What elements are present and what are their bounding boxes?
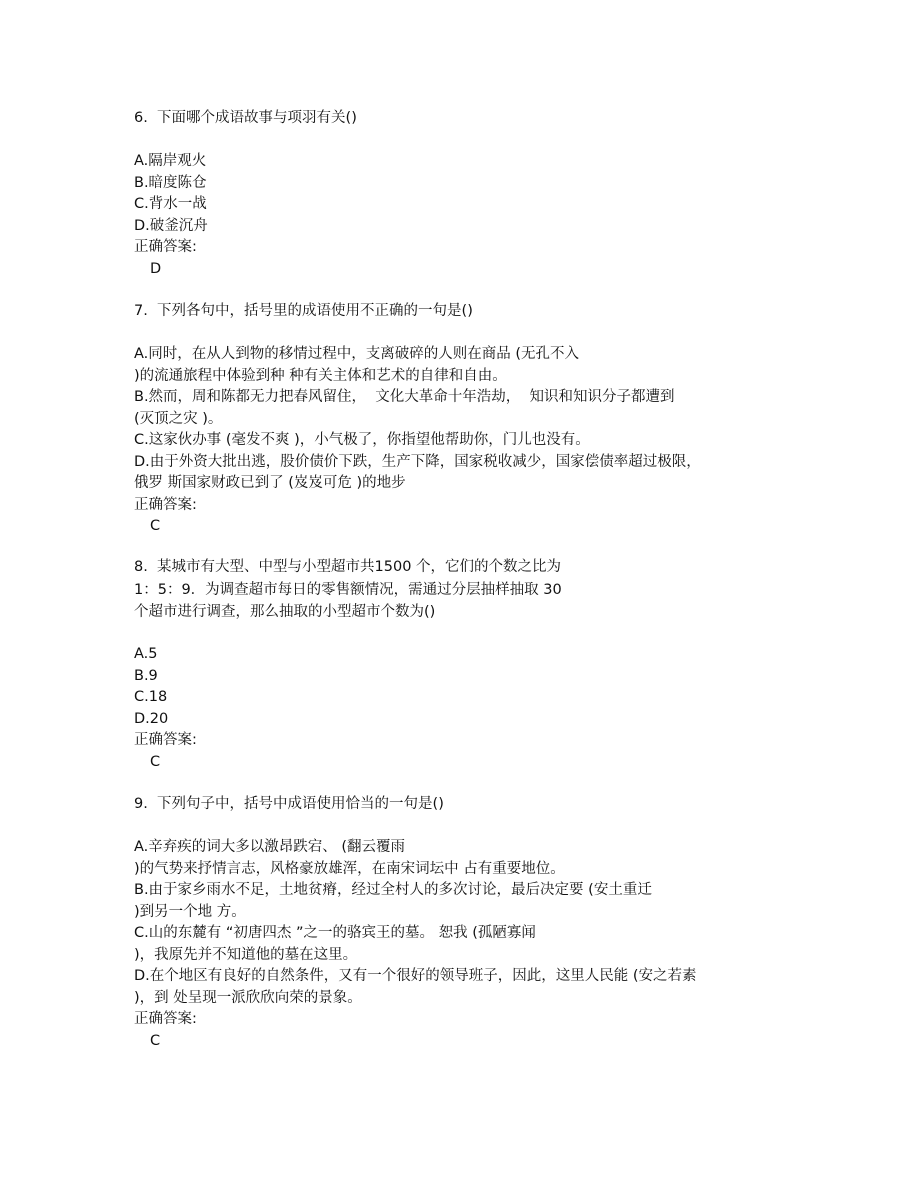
question-8-option-c: C.18 [134,689,168,705]
question-7-answer-label: 正确答案: [134,497,197,513]
question-6-option-d: D.破釜沉舟 [134,218,208,234]
question-8-answer-label: 正确答案: [134,732,197,748]
question-8-answer: C [150,754,161,770]
question-6-option-c: C.背水一战 [134,196,207,212]
question-7-option-line-1: A.同时，在从人到物的移情过程中，支离破碎的人则在商品 (无孔不入 [134,346,580,362]
question-9-option-line-1: A.辛弃疾的词大多以激昂跌宕、 (翻云覆雨 [134,839,406,855]
question-6-option-a: A.隔岸观火 [134,153,207,169]
question-8-option-a: A.5 [134,646,158,662]
question-7-option-line-2: )的流通旅程中体验到种 种有关主体和艺术的自律和自由。 [134,368,507,384]
question-6-answer: D [150,261,162,277]
question-9-option-line-6: )，我原先并不知道他的墓在这里。 [134,947,358,963]
question-7-option-line-6: D.由于外资大批出逃，股价债价下跌，生产下降，国家税收减少，国家偿债率超过极限， [134,454,701,470]
question-9-answer: C [150,1033,161,1049]
question-8-stem-line-2: 1：5：9．为调查超市每日的零售额情况，需通过分层抽样抽取 30 [134,582,562,598]
question-8-stem-line-3: 个超市进行调查，那么抽取的小型超市个数为() [134,604,436,620]
question-6-stem: 6. 下面哪个成语故事与项羽有关() [134,110,357,126]
question-9-option-line-7: D.在个地区有良好的自然条件，又有一个很好的领导班子，因此，这里人民能 (安之若素 [134,968,697,984]
question-9-answer-label: 正确答案: [134,1011,197,1027]
question-9-stem: 9. 下列句子中，括号中成语使用恰当的一句是() [134,796,444,812]
question-7-answer: C [150,518,161,534]
question-6-answer-label: 正确答案: [134,239,197,255]
question-8-stem-line-1: 8. 某城市有大型、中型与小型超市共1500 个，它们的个数之比为 [134,559,562,575]
question-7-option-line-7: 俄罗 斯国家财政已到了 (岌岌可危 )的地步 [134,475,406,491]
question-9-option-line-3: B.由于家乡雨水不足，土地贫瘠，经过全村人的多次讨论，最后决定要 (安土重迁 [134,882,652,898]
question-6-option-b: B.暗度陈仓 [134,175,207,191]
question-9-option-line-2: )的气势来抒情言志，风格豪放雄浑，在南宋词坛中 占有重要地位。 [134,861,565,877]
question-8-option-b: B.9 [134,668,158,684]
question-7-option-line-5: C.这家伙办事 (毫发不爽 )，小气极了，你指望他帮助你，门儿也没有。 [134,432,590,448]
question-9-option-line-8: )，到 处呈现一派欣欣向荣的景象。 [134,990,362,1006]
question-8-option-d: D.20 [134,711,169,727]
question-7-option-line-4: (灭顶之灾 )。 [134,411,223,427]
question-9-option-line-4: )到另一个地 方。 [134,904,246,920]
question-7-stem: 7. 下列各句中，括号里的成语使用不正确的一句是() [134,303,473,319]
question-9-option-line-5: C.山的东麓有 “初唐四杰 ”之一的骆宾王的墓。 恕我 (孤陋寡闻 [134,925,536,941]
question-7-option-line-3: B.然而，周和陈都无力把春风留住， 文化大革命十年浩劫， 知识和知识分子都遭到 [134,389,675,405]
